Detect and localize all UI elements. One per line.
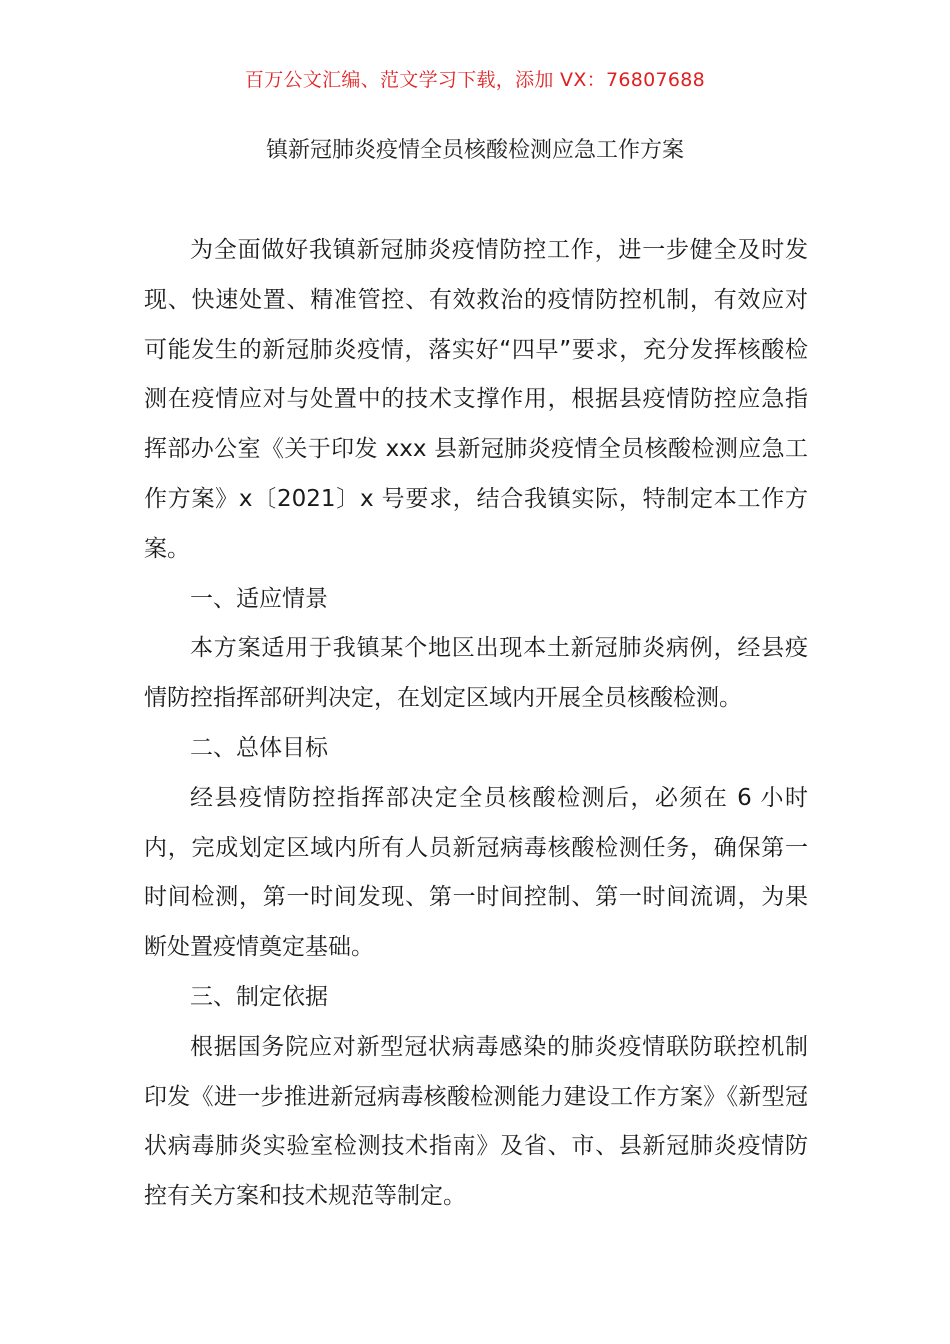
promo-banner: 百万公文汇编、范文学习下载，添加 VX：76807688	[244, 69, 706, 91]
document-body	[144, 226, 808, 1222]
document-title: 镇新冠肺炎疫情全员核酸检测应急工作方案	[265, 138, 684, 163]
section-paragraph: 经县疫情防控指挥部决定全员核酸检测后，必须在 6 小时内，完成划定区域内所有人员新冠病毒核酸检测任务，确保第一时间检测，第一时间发现、第一时间控制、第一时间流调，为果断处置疫情奠定基础。	[144, 784, 808, 961]
section-heading: 二、总体目标	[190, 734, 328, 761]
section-heading: 三、制定依据	[190, 983, 328, 1010]
section-heading: 一、适应情景	[190, 585, 328, 612]
section-paragraph: 根据国务院应对新型冠状病毒感染的肺炎疫情联防联控机制印发《进一步推进新冠病毒核酸检测能力建设工作方案》《新型冠状病毒肺炎实验室检测技术指南》及省、市、县新冠肺炎疫情防控有关方案和技术规范等制定。	[144, 1033, 808, 1210]
section-paragraph: 本方案适用于我镇某个地区出现本土新冠肺炎病例，经县疫情防控指挥部研判决定，在划定区域内开展全员核酸检测。	[144, 635, 808, 712]
intro-paragraph: 为全面做好我镇新冠肺炎疫情防控工作，进一步健全及时发现、快速处置、精准管控、有效救治的疫情防控机制，有效应对可能发生的新冠肺炎疫情，落实好“四早”要求，充分发挥核酸检测在疫情应对与处置中的技术支撑作用，根据县疫情防控应急指挥部办公室《关于印发 xxx 县新冠肺炎疫情全员核酸检测应急工作方案》x〔2021〕x 号要求，结合我镇实际，特制定本工作方案。	[144, 237, 808, 562]
